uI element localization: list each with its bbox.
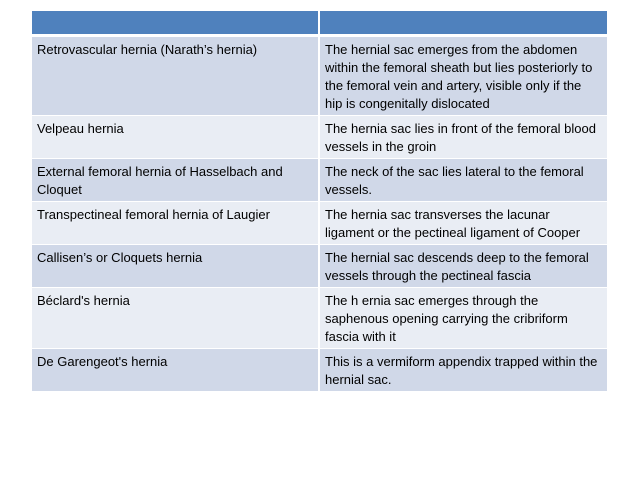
hernia-name-cell: De Garengeot's hernia <box>32 349 319 392</box>
hernia-description-cell: The neck of the sac lies lateral to the femoral vessels. <box>319 159 607 202</box>
header-cell-description <box>319 11 607 36</box>
table-row <box>32 36 607 116</box>
hernia-description-cell: The hernial sac emerges from the abdomen within the femoral sheath but lies posteriorly to the femoral vein and artery, visible only if the hip is congenitally dislocated <box>319 36 607 116</box>
table-row <box>32 288 607 349</box>
table-header-row <box>32 11 607 36</box>
hernia-description-cell: This is a vermiform appendix trapped within the hernial sac. <box>319 349 607 392</box>
table-row <box>32 245 607 288</box>
hernia-description-cell: The h ernia sac emerges through the saphenous opening carrying the cribriform fascia with it <box>319 288 607 349</box>
hernia-name-cell: Velpeau hernia <box>32 116 319 159</box>
hernia-name-cell: External femoral hernia of Hasselbach and Cloquet <box>32 159 319 202</box>
hernia-description-cell: The hernia sac transverses the lacunar ligament or the pectineal ligament of Cooper <box>319 202 607 245</box>
hernia-types-table <box>32 11 607 392</box>
hernia-name-cell: Béclard's hernia <box>32 288 319 349</box>
hernia-name-cell: Transpectineal femoral hernia of Laugier <box>32 202 319 245</box>
hernia-description-cell: The hernia sac lies in front of the femoral blood vessels in the groin <box>319 116 607 159</box>
table-row <box>32 116 607 159</box>
table-row <box>32 349 607 392</box>
hernia-description-cell: The hernial sac descends deep to the femoral vessels through the pectineal fascia <box>319 245 607 288</box>
table-row <box>32 202 607 245</box>
hernia-name-cell: Retrovascular hernia (Narath’s hernia) <box>32 36 319 116</box>
hernia-name-cell: Callisen’s or Cloquets hernia <box>32 245 319 288</box>
table-row <box>32 159 607 202</box>
header-cell-name <box>32 11 319 36</box>
